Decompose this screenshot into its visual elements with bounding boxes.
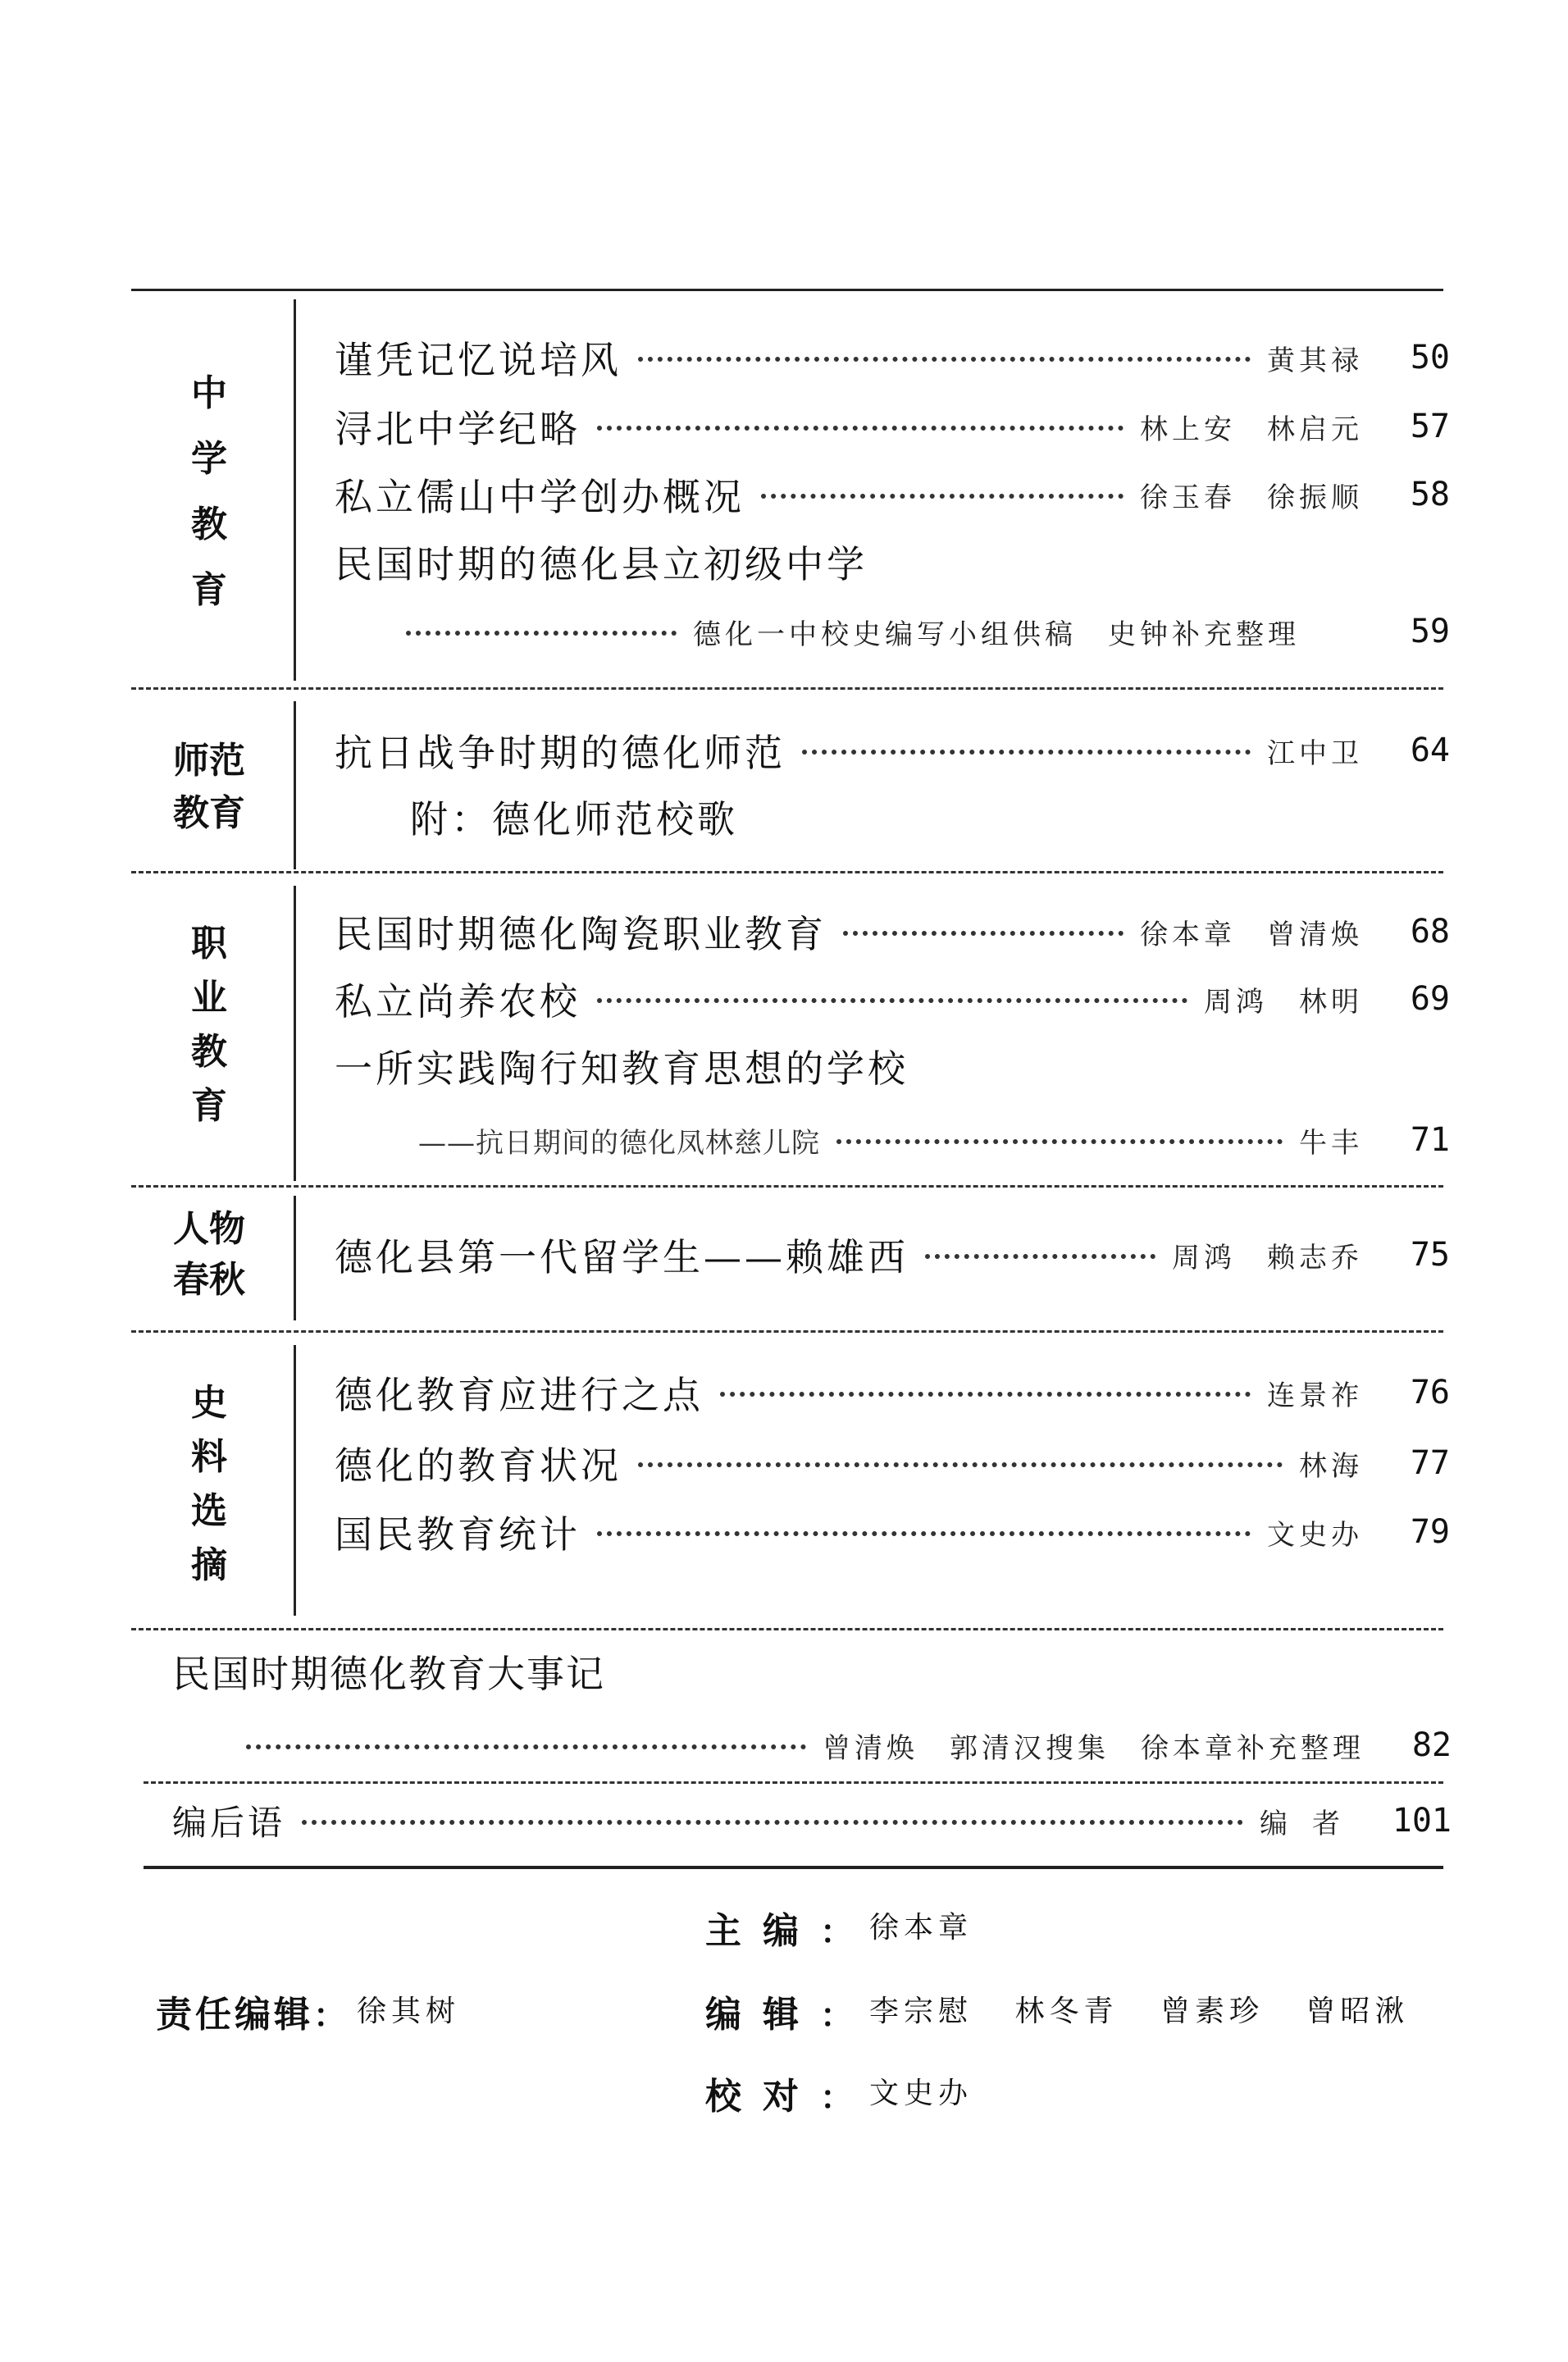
section-label-char: 史 <box>191 1382 227 1424</box>
entry-author: 周鸿 <box>1172 1241 1236 1274</box>
dot-leader <box>597 1531 1251 1536</box>
entry-title: 民国时期德化教育大事记 <box>172 1652 605 1696</box>
dot-leader <box>720 1392 1251 1397</box>
section-label-char: 中 <box>191 372 227 414</box>
entry-title: 附：德化师范校歌 <box>410 797 738 841</box>
section-rule <box>131 871 1443 873</box>
entry-author: 牛丰 <box>1299 1126 1363 1160</box>
entry-page-number: 101 <box>1392 1802 1452 1840</box>
entry-page-number: 77 <box>1410 1444 1450 1482</box>
dot-leader <box>302 1820 1243 1825</box>
dot-leader <box>406 631 677 636</box>
credit-colon: ： <box>820 1997 874 2035</box>
credit-names-chief-editor <box>869 1904 1001 1946</box>
section-rule <box>131 1185 1443 1188</box>
dot-leader <box>638 1462 1283 1467</box>
entry-author: 林启元 <box>1267 413 1363 446</box>
entry-author: 史钟补充整理 <box>1108 618 1300 651</box>
section-rule <box>131 687 1443 690</box>
toc-entry[interactable] <box>335 907 1450 956</box>
entry-author: 徐玉春 <box>1140 481 1236 514</box>
section-label-historical-materials <box>123 1361 295 1607</box>
entry-author: 德化一中校史编写小组供稿 <box>693 618 1077 651</box>
section-label-char: 人物 <box>173 1208 245 1250</box>
entry-page-number: 79 <box>1410 1513 1450 1551</box>
dot-leader <box>597 426 1124 431</box>
entry-author: 赖志乔 <box>1267 1241 1363 1274</box>
entry-title: 德化县第一代留学生——赖雄西 <box>335 1235 909 1279</box>
dot-leader <box>597 998 1187 1003</box>
toc-entry-continuation[interactable] <box>246 1721 1452 1770</box>
credit-label-text: 编辑 <box>705 1994 820 2036</box>
section-label-char: 选 <box>191 1490 227 1532</box>
toc-entry[interactable] <box>335 402 1450 451</box>
section-label-vocational-education <box>123 902 295 1148</box>
entry-title: 浔北中学纪略 <box>335 407 581 451</box>
entry-author: 徐本章 <box>1140 918 1236 951</box>
toc-entry[interactable] <box>335 726 1450 775</box>
credit-colon: ： <box>313 1997 349 2035</box>
toc-entry[interactable] <box>172 1796 1452 1845</box>
entry-page-number: 71 <box>1410 1121 1450 1159</box>
section-divider-line <box>294 701 296 869</box>
entry-author: 曾清焕 <box>823 1731 918 1765</box>
dot-leader <box>843 931 1124 936</box>
credit-name: 曾素珍 <box>1160 1995 1264 2028</box>
entry-title: 抗日战争时期的德化师范 <box>335 731 786 775</box>
bottom-rule <box>144 1866 1443 1869</box>
credit-colon: ： <box>820 2079 874 2117</box>
credit-names-responsible-editor <box>357 1988 488 2030</box>
toc-entry-continuation[interactable] <box>406 607 1450 656</box>
dot-leader <box>638 357 1251 362</box>
entry-page-number: 59 <box>1410 613 1450 650</box>
section-label-char: 业 <box>191 977 227 1019</box>
section-label-char: 育 <box>191 1085 227 1127</box>
entry-author: 文史办 <box>1267 1518 1363 1552</box>
toc-entry-subtitle[interactable] <box>418 1115 1450 1165</box>
section-label-char: 春秋 <box>173 1259 245 1301</box>
section-divider-line <box>294 1196 296 1320</box>
top-rule <box>131 289 1443 291</box>
credit-name: 徐其树 <box>357 1995 461 2028</box>
entry-author: 林明 <box>1299 985 1363 1019</box>
toc-entry[interactable] <box>335 470 1450 519</box>
entry-author: 周鸿 <box>1204 985 1268 1019</box>
credit-name: 文史办 <box>869 2077 973 2110</box>
entry-page-number: 69 <box>1410 980 1450 1018</box>
section-divider-line <box>294 1345 296 1616</box>
section-label-char: 摘 <box>191 1544 227 1586</box>
section-label-char: 教育 <box>173 792 245 834</box>
entry-title: 私立尚养农校 <box>335 979 581 1024</box>
toc-entry[interactable] <box>335 1507 1450 1557</box>
entry-author: 徐振顺 <box>1267 481 1363 514</box>
entry-title: 一所实践陶行知教育思想的学校 <box>335 1046 909 1091</box>
credit-label-text: 校对 <box>705 2076 820 2118</box>
entry-author: 徐本章补充整理 <box>1141 1731 1365 1765</box>
toc-entry[interactable] <box>335 974 1450 1024</box>
section-label-normal-education <box>123 705 295 869</box>
section-rule <box>131 1628 1443 1630</box>
entry-author: 连景祚 <box>1267 1379 1363 1412</box>
section-label-char: 料 <box>191 1436 227 1478</box>
toc-entry-title-line[interactable] <box>172 1647 1452 1696</box>
section-label-char: 职 <box>191 923 227 964</box>
toc-entry[interactable] <box>335 1230 1450 1279</box>
entry-page-number: 68 <box>1410 913 1450 951</box>
toc-entry-title-line[interactable] <box>335 537 1450 586</box>
entry-author: 郭清汉搜集 <box>950 1731 1110 1765</box>
credit-name: 曾昭湫 <box>1306 1995 1410 2028</box>
section-label-char: 育 <box>191 569 227 611</box>
credit-name: 徐本章 <box>869 1911 973 1945</box>
credit-name: 林冬青 <box>1014 1995 1119 2028</box>
entry-page-number: 57 <box>1410 408 1450 445</box>
credit-label-responsible-editor <box>156 1985 349 2037</box>
section-label-char: 教 <box>191 504 227 545</box>
entry-title: 民国时期的德化县立初级中学 <box>335 542 868 586</box>
entry-title: 私立儒山中学创办概况 <box>335 475 745 519</box>
credit-colon: ： <box>820 1913 874 1951</box>
toc-entry[interactable] <box>335 1368 1450 1417</box>
credit-label-proofreading <box>705 2067 874 2119</box>
section-label-people <box>123 1193 295 1316</box>
toc-entry-appendix[interactable] <box>410 792 1450 841</box>
section-divider-line <box>294 886 296 1181</box>
toc-entry[interactable] <box>335 333 1450 382</box>
entry-page-number: 82 <box>1411 1726 1452 1764</box>
entry-title: 民国时期德化陶瓷职业教育 <box>335 912 827 956</box>
entry-page-number: 75 <box>1410 1236 1450 1274</box>
entry-author: 林上安 <box>1140 413 1236 446</box>
dot-leader <box>836 1139 1283 1144</box>
entry-page-number: 64 <box>1410 732 1450 769</box>
entry-title: 德化的教育状况 <box>335 1443 622 1488</box>
entry-author: 江中卫 <box>1267 736 1363 770</box>
section-divider-line <box>294 299 296 681</box>
section-label-char: 师范 <box>173 740 245 782</box>
section-label-middle-school <box>123 312 295 673</box>
toc-entry-title-line[interactable] <box>335 1042 1450 1091</box>
dot-leader <box>925 1254 1155 1259</box>
toc-entry[interactable] <box>335 1439 1450 1488</box>
section-label-char: 教 <box>191 1031 227 1073</box>
entry-subtitle: ——抗日期间的德化凤林慈儿院 <box>418 1126 820 1160</box>
credit-label-text: 主编 <box>705 1910 820 1952</box>
credit-label-chief-editor <box>705 1901 874 1954</box>
entry-title: 国民教育统计 <box>335 1512 581 1557</box>
credit-names-proofreading <box>869 2070 1001 2112</box>
entry-author: 编者 <box>1260 1807 1365 1840</box>
credit-names-editors <box>869 1988 1437 2030</box>
entry-title: 德化教育应进行之点 <box>335 1373 704 1417</box>
section-rule <box>144 1781 1443 1784</box>
section-label-char: 学 <box>191 438 227 480</box>
entry-author: 林海 <box>1299 1449 1363 1483</box>
entry-title: 编后语 <box>172 1803 286 1843</box>
credit-label-text: 责任编辑 <box>156 1994 313 2036</box>
entry-author: 曾清焕 <box>1267 918 1363 951</box>
dot-leader <box>802 750 1251 755</box>
dot-leader <box>246 1744 806 1749</box>
entry-page-number: 76 <box>1410 1374 1450 1411</box>
entry-author: 黄其禄 <box>1267 344 1363 377</box>
entry-page-number: 58 <box>1410 476 1450 513</box>
entry-title: 谨凭记忆说培风 <box>335 338 622 382</box>
entry-page-number: 50 <box>1410 339 1450 376</box>
section-rule <box>131 1330 1443 1333</box>
credit-label-editors <box>705 1985 874 2037</box>
dot-leader <box>761 494 1124 499</box>
credit-name: 李宗慰 <box>869 1995 973 2028</box>
